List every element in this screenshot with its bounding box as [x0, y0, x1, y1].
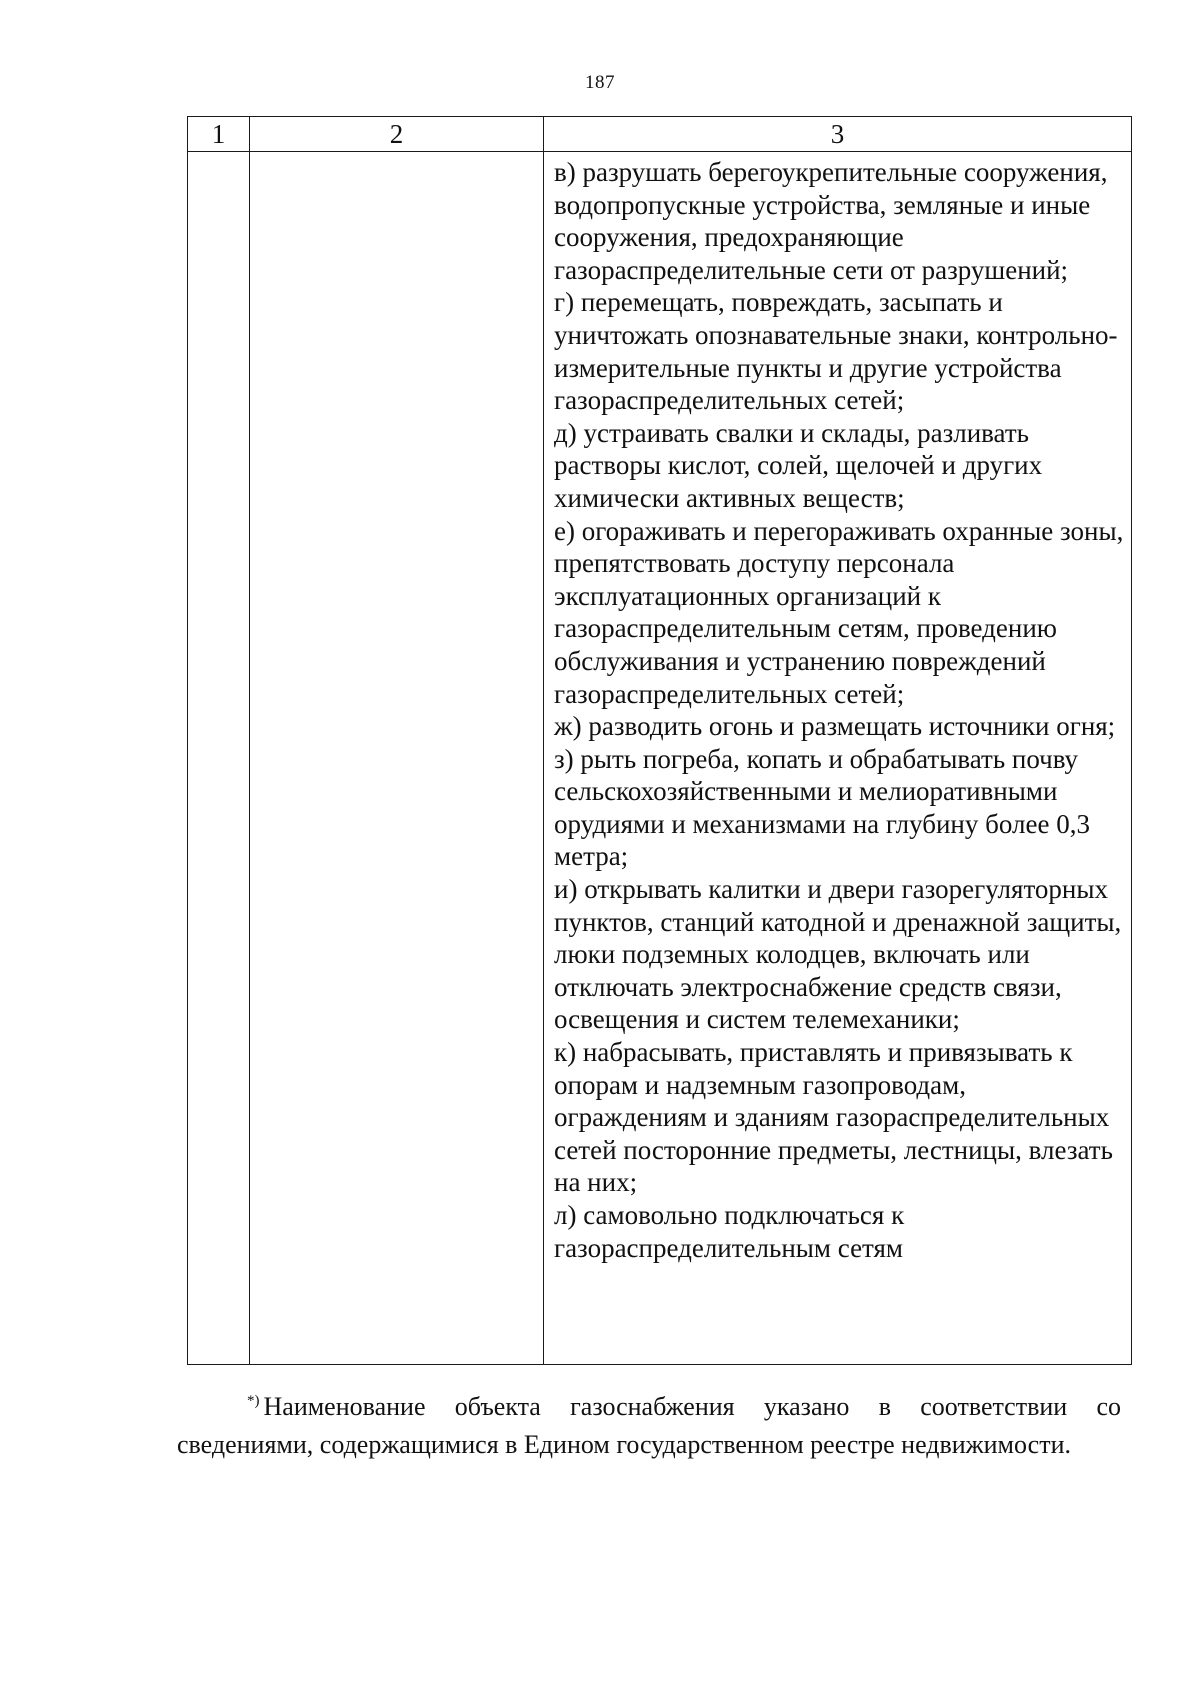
- list-item: ж) разводить огонь и размещать источники огня;: [554, 711, 1116, 742]
- table-cell-col2: [250, 152, 544, 1365]
- list-item: и) открывать калитки и двери газорегуляторных пунктов, станций катодной и дренажной защиты, люки подземных колодцев, включать или отключать электроснабжение средств связи, освещения и систем телемеханики;: [554, 874, 1122, 1035]
- table-row: [188, 152, 1132, 1365]
- list-item: г) перемещать, повреждать, засыпать и уничтожать опознавательные знаки, контрольно-измерительные пункты и другие устройства газораспределительных сетей;: [554, 287, 1118, 416]
- column-header-1: 1: [188, 117, 250, 152]
- list-item: в) разрушать берегоукрепительные сооружения, водопропускные устройства, земляные и иные сооружения, предохраняющие газораспределительные сети от разрушений;: [554, 157, 1108, 285]
- page-number: 187: [585, 72, 615, 93]
- list-item: з) рыть погреба, копать и обрабатывать почву сельскохозяйственными и мелиоративными орудиями и механизмами на глубину более 0,3 метра;: [554, 743, 1090, 872]
- column-header-3: 3: [544, 117, 1132, 152]
- table-header-row: [188, 117, 1132, 152]
- footnote-text: Наименование объекта газоснабжения указано в соответствии со сведениями, содержащимися в Едином государственном реестре недвижимости.: [177, 1392, 1121, 1459]
- footnote-marker: *): [247, 1393, 260, 1409]
- footnote: [177, 1388, 1121, 1464]
- restrictions-table: [187, 116, 1132, 1365]
- list-item: д) устраивать свалки и склады, разливать растворы кислот, солей, щелочей и других химически активных веществ;: [554, 417, 1043, 513]
- list-item: к) набрасывать, приставлять и привязывать к опорам и надземным газопроводам, ограждениям и зданиям газораспределительных сетей посторонние предметы, лестницы, влезать на них;: [554, 1037, 1113, 1198]
- list-item: л) самовольно подключаться к газораспределительным сетям: [554, 1200, 905, 1263]
- column-header-2: 2: [250, 117, 544, 152]
- table-cell-col3: [544, 152, 1132, 1365]
- table-cell-col1: [188, 152, 250, 1365]
- restrictions-list: [544, 152, 1131, 1264]
- list-item: е) огораживать и перегораживать охранные зоны, препятствовать доступу персонала эксплуатационных организаций к газораспределительным сетям, проведению обслуживания и устранению повреждений газораспределительных сетей;: [554, 515, 1124, 709]
